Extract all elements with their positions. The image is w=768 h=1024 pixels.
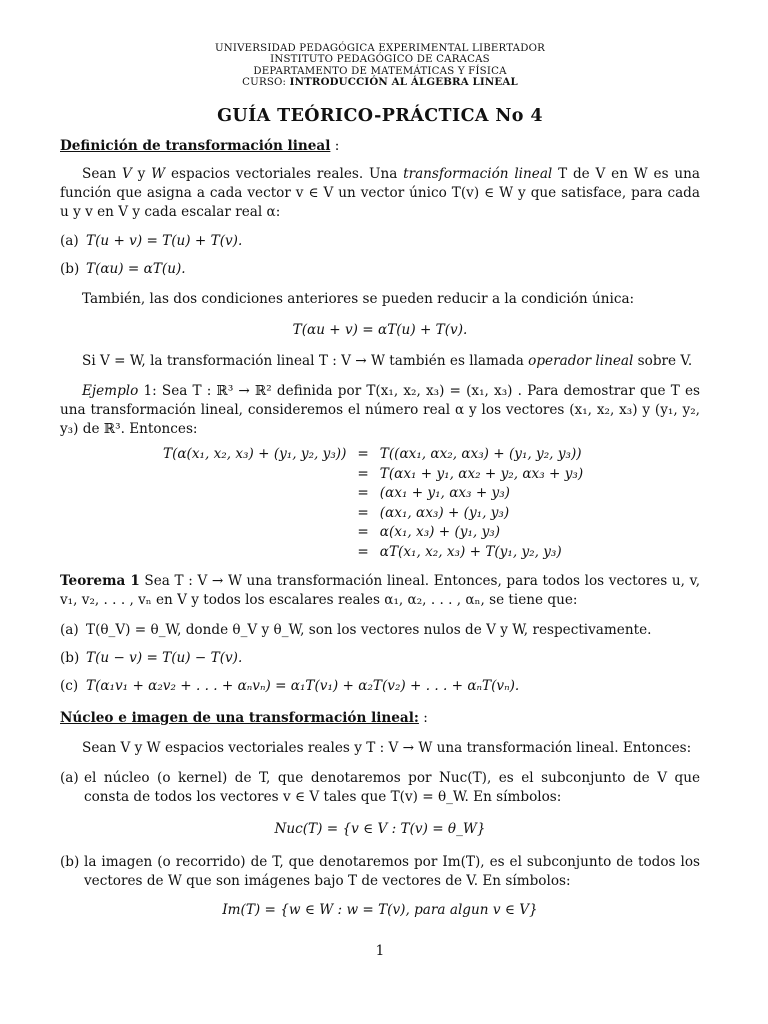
header-course: [60, 77, 700, 88]
operator-paragraph: [60, 352, 700, 371]
theorem-paragraph: [60, 572, 700, 610]
image-item-b: [60, 853, 700, 891]
calc-equals: =: [357, 446, 369, 463]
definition-paragraph: [60, 165, 700, 221]
image-definition-text: la imagen (o recorrido) de T, que denotaremos por Im(T), es el subconjunto de todos los vectores de W que son imágenes bajo T de vectores de V. En símbolos:: [84, 854, 700, 889]
single-condition-equation: T(αu + v) = αT(u) + T(v).: [292, 322, 468, 338]
header-course-prefix: CURSO:: [242, 77, 287, 89]
kernel-item-a: [60, 769, 700, 807]
calc-step: T(αx₁ + y₁, αx₂ + y₂, αx₃ + y₃): [379, 465, 584, 482]
def-text-d: T de V en W es una función que asigna a cada vector v ∈ V un vector único T(v) ∈ W y que satisface, para cada u y v en V y cada escalar real α:: [60, 166, 700, 220]
definition-item-b: [60, 260, 700, 279]
calc-step: (αx₁ + y₁, αx₃ + y₃): [379, 485, 510, 502]
item-formula: T(αu) = αT(u).: [86, 261, 186, 277]
calc-step: (αx₁, αx₃) + (y₁, y₃): [379, 504, 510, 521]
item-label: (b): [60, 650, 80, 666]
def-term: transformación lineal: [403, 166, 553, 182]
operator-text-b: sobre V.: [633, 353, 693, 369]
kernel-equation: Nuc(T) = {v ∈ V : T(v) = θ_W}: [274, 821, 486, 837]
header-institute: INSTITUTO PEDAGÓGICO DE CARACAS: [270, 54, 490, 66]
item-text: T(α₁v₁ + α₂v₂ + . . . + αₙvₙ) = α₁T(v₁) + α₂T(v₂) + . . . + αₙT(vₙ).: [86, 678, 520, 694]
example-label: Ejemplo: [82, 383, 139, 399]
kernel-definition-text: el núcleo (o kernel) de T, que denotaremos por Nuc(T), es el subconjunto de V que consta de todos los vectores v ∈ V tales que T(v) = θ_W. En símbolos:: [84, 770, 700, 805]
theorem-item-c: [60, 677, 700, 696]
example-paragraph: [60, 382, 700, 438]
calc-equals: =: [357, 485, 369, 502]
page-title: GUÍA TEÓRICO-PRÁCTICA No 4: [217, 106, 543, 126]
def-var-w: W: [151, 166, 166, 182]
item-label: (c): [60, 678, 79, 694]
calc-equals: =: [357, 524, 369, 541]
reduction-text: También, las dos condiciones anteriores se pueden reducir a la condición única:: [82, 291, 635, 307]
institution-header: [60, 43, 700, 89]
definition-heading-text: Definición de transformación lineal: [60, 138, 331, 154]
def-text-a: Sean: [82, 166, 123, 182]
item-label: (b): [60, 261, 80, 277]
kernel-heading-suffix: :: [418, 710, 428, 726]
page-number: 1: [375, 943, 385, 959]
kernel-heading: [60, 709, 700, 728]
image-equation: Im(T) = {w ∈ W : w = T(v), para algun v ∈ V}: [222, 902, 538, 918]
definition-heading-suffix: :: [330, 138, 340, 154]
calc-row: [163, 504, 583, 524]
item-text: T(u − v) = T(u) − T(v).: [86, 650, 243, 666]
calc-row: [163, 465, 583, 485]
operator-term: operador lineal: [528, 353, 634, 369]
reduction-paragraph: [60, 290, 700, 309]
calc-row: [163, 543, 583, 563]
calc-step: α(x₁, x₃) + (y₁, y₃): [379, 524, 500, 541]
calc-step: T((αx₁, αx₂, αx₃) + (y₁, y₂, y₃)): [379, 446, 582, 463]
item-label: (a): [60, 622, 79, 638]
item-label: (a): [60, 770, 79, 786]
header-university: UNIVERSIDAD PEDAGÓGICA EXPERIMENTAL LIBERTADOR: [214, 43, 546, 54]
calc-row: [163, 445, 583, 465]
definition-heading: [60, 137, 700, 156]
def-text-b: y: [131, 166, 152, 182]
def-text-c: espacios vectoriales reales. Una: [165, 166, 404, 182]
item-label: (a): [60, 233, 79, 249]
header-course-name: INTRODUCCIÓN AL ÁLGEBRA LINEAL: [289, 76, 518, 89]
calc-row: [163, 523, 583, 543]
theorem-item-a: [60, 621, 700, 640]
kernel-heading-text: Núcleo e imagen de una transformación lineal:: [60, 710, 419, 726]
calc-equals: =: [357, 543, 369, 560]
item-label: (b): [60, 854, 80, 870]
calc-row: [163, 484, 583, 504]
header-department: DEPARTAMENTO DE MATEMÁTICAS Y FÍSICA: [253, 65, 507, 77]
def-var-v: V: [122, 166, 132, 182]
kernel-intro-text: Sean V y W espacios vectoriales reales y T : V → W una transformación lineal. Entonces:: [82, 740, 692, 756]
theorem-text: Sea T : V → W una transformación lineal. Entonces, para todos los vectores u, v, v₁, v₂, . . . , vₙ en V y todos los escalares reales α₁, α₂, . . . , αₙ, se tiene que:: [60, 573, 701, 608]
example-text: Sea T : ℝ³ → ℝ² definida por T(x₁, x₂, x₃) = (x₁, x₃) . Para demostrar que T es una transformación lineal, consideremos el número real α y los vectores (x₁, x₂, x₃) y (y₁, y₂, y₃) de ℝ³. Entonces:: [60, 383, 700, 437]
kernel-intro: [60, 739, 700, 758]
operator-text-a: Si V = W, la transformación lineal T : V → W también es llamada: [82, 353, 529, 369]
item-formula: T(u + v) = T(u) + T(v).: [86, 233, 243, 249]
calc-lhs: T(α(x₁, x₂, x₃) + (y₁, y₂, y₃)): [163, 446, 347, 463]
item-text: T(θ_V) = θ_W, donde θ_V y θ_W, son los vectores nulos de V y W, respectivamente.: [86, 622, 652, 638]
calc-step: αT(x₁, x₂, x₃) + T(y₁, y₂, y₃): [379, 543, 562, 560]
theorem-label: Teorema 1: [60, 573, 140, 589]
example-calculation: [163, 445, 583, 562]
example-number: 1:: [138, 383, 162, 399]
calc-equals: =: [357, 504, 369, 521]
theorem-item-b: [60, 649, 700, 668]
definition-item-a: [60, 232, 700, 251]
calc-equals: =: [357, 465, 369, 482]
